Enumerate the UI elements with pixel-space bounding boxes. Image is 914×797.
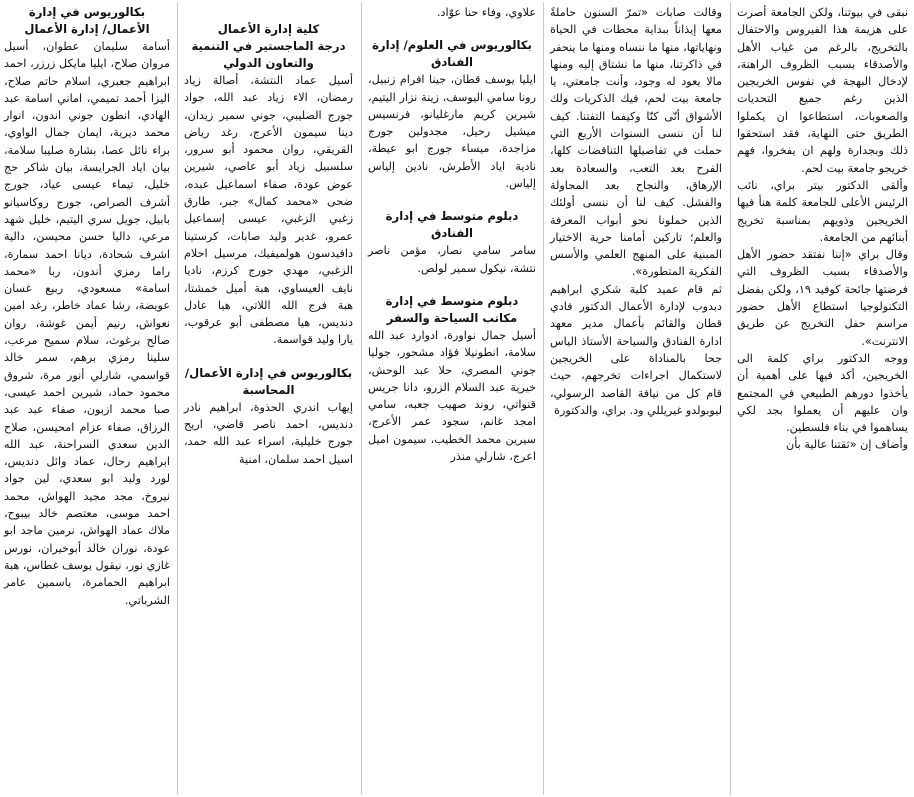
paragraph: ثم قام عميد كلية شكري ابراهيم دبدوب لإدارة الأعمال الدكتور فادي قطان والقائم بأعمال مدير معهد ادارة الفنادق والسياحة الأستاذ الياس جحا بالمناداة على الخريجين لاستكمال اجراءات تخرجهم، حيث قام كل من نيافة القاصد الرسولي، ليوبولدو غيريللي ود. براي، والدكتورة — [550, 282, 722, 417]
column-divider — [177, 2, 178, 795]
graduate-names: أسامة سليمان عطوان، أسيل مروان صلاح، ايليا مايكل زرزر، احمد ابراهيم جعبري، اسلام حاتم صلاح، اليزا أحمد تميمي، اماني اسامة عبد الهادي، انطون جوني اندون، انوار محمد ديرية، ايمان جمال الواوي، براء نائل عصا، بشارة صليبا سلامة، بيان اياد الجرايسة، بيان شاكر حج خليل، تيماء عيسى عياد، جورج أشرف الصراص، جورج روكاسيانو بابيل، جويل سري اليتيم، خليل شهد مرعي، داليا حسن محيسن، دالية اشرف شحادة، ديانا احمد سمارة، راما رمزي أندون، ربا «محمد اسامة» مسعودي، ربيع غسان عويضة، رشا عماد خاطر، رغد امين نعواش، رنيم أيمن غوشة، روان صالح برغوث، سلام سميح مرعب، سلينا رمزي برهم، سمر خالد قواسمي، شارلي أنور مرة، شروق محمود حماد، شيرين احمد عيسى، صبا محمد ازبون، صفاء عبد عبد الرزاق، صفاء عزام امحيسن، صلاح الدين سعدي السراحنة، عبد الله ابراهيم رحال، عماد وائل دنديس، لورد وليد ابو سعدي، لين جواد نيروخ، مجد مجيد الهواش، محمد احمد موسى، معتصم خالد بيبوح، ملاك عماد الهواش، نرمين ماجد ابو عودة، نوران خالد أبوخيران، نورس غازي نور، نيقول يوسف غطاس، هبة ابراهيم الحمامرة، ياسمين عامر الشرباتي. — [4, 40, 170, 607]
column-1 — [737, 4, 908, 454]
section-heading: درجة الماجستير في التنمية والتعاون الدولي — [191, 39, 346, 70]
column-divider — [361, 2, 362, 795]
column-4 — [184, 4, 353, 468]
paragraph: ووجه الدكتور براي كلمة الى الخريجين، أكد فيها على أهمية أن يأخذوا دورهم الطبيعي في المجتمع وان عليهم أن يعملوا بجد لكي يساهموا في بناء فلسطين. — [737, 351, 908, 435]
section-heading: بكالوريوس في العلوم/ إدارة الفنادق — [372, 38, 532, 70]
paragraph: علاوي، وفاء حنا عوّاد. — [436, 6, 536, 19]
paragraph: نبقى في بيوتنا، ولكن الجامعة أصرت على هزيمة هذا الفيروس والاحتفال بالتخريج، بالرغم من غياب الأهل والأصدقاء بسبب الظروف الراهنة، لإدخال البهجة في نفوس الخريجين الذين رغم جميع التحديات والصعوبات، استطاعوا ان يكملوا الطريق حتى النهاية، فقد استحقوا ذلك وبجدارة ولهم ان يفخروا، فهم خريجو جامعة بيت لحم. — [737, 6, 908, 175]
column-2 — [550, 4, 722, 419]
section-heading: دبلوم متوسط في إدارة مكاتب السياحة والسفر — [385, 293, 519, 325]
section-heading: بكالوريوس في إدارة الأعمال/ إدارة الأعمال — [24, 5, 150, 36]
section-heading: بكالوريوس في إدارة الأعمال/ المحاسبة — [184, 365, 353, 397]
column-3 — [368, 4, 536, 465]
column-5 — [4, 4, 170, 609]
paragraph: وقال براي «إننا نفتقد حضور الأهل والأصدقاء بسبب الظروف التي فرضتها جائحة كوفيد ١٩، ولكن بفضل التكنولوجيا استطاع الأهل حضور مراسم حفل التخريج عن طريق الانترنت». — [737, 248, 908, 348]
column-divider — [730, 2, 731, 795]
paragraph: وقالت صابات «تمرّ السنون حاملةً معها إيذاناً ببداية محطات في الحياة ونهاياتها، منها ما ننساه ومنها ما ينحفر في ذاكرتنا، منها ما نشتاق إليه ومنها مالا يعود له وجود، وأنت جامعتي، يا جامعة بيت لحم، فيك الذكريات ولك الأشواق أنّى كنّا وكيفما التفتنا. كيف لنا أن ننسى السنوات الأربع التي حملت في تفاصيلها التناقضات كلها، الفرح بعد التعب، والسعادة بعد الإرهاق، والنجاح بعد المحاولة والفشل. كيف لنا أن ننسى أولئك الذين حملونا نحو أبواب المعرفة والعلم؛ تاركين أمامنا حرية الاختيار المبنية على المنهج العلمي والأسس الفكرية المتطورة». — [550, 6, 722, 279]
graduate-names: أسيل عماد النتشة، أصالة زياد رمضان، الاء زياد عبد الله، جواد جورج الصليبي، جوني سمير زيدان، دينا سيمون الأعرج، رغد رياض القريقي، روان محمود أبو سرور، سلسبيل زياد أبو عاصي، شيرين عوض عودة، صفاء اسماعيل عبده، ضحى «محمد كمال» جبر، طارق زغبي الزغبي، عيسى إسماعيل عمرو، غدير وليد صابات، كرستينا دافيدسون هولميفيك، مرسيل احلام الزغبي، مهدي جورج كرزم، ناديا نايف العيساوي، هبة أميل خمشتا، هبة فرج الله اللاتي، هيا عادل دنديس، هيا مصطفى أبو عرقوب، يارا وليد قواسمة. — [184, 74, 353, 347]
graduate-names: إيهاب اندري الحذوة، ابراهيم نادر دنديس، احمد ناصر قاضي، اريج جورج خليلية، اسراء عبد الله حمد، اسيل احمد سلمان، امنية — [184, 400, 353, 466]
faculty-heading: كلية إدارة الأعمال — [217, 22, 320, 36]
paragraph: وأضاف إن «ثقتنا عالية بأن — [786, 438, 908, 452]
section-heading: دبلوم متوسط في إدارة الفنادق — [385, 209, 519, 241]
graduate-names: أسيل جمال نواورة، ادوارد عبد الله سلامة، انطونيلا فؤاد مشحور، جوليا جوني المصري، حلا عبد الوحش، خيرية عبد السلام الزرو، دانا جريس قنواتي، روند صهيب جعبه، سامي امجد غانم، سجود عمر الأعرج، سيرين محمد الخطيب، سيمون اميل اعرج، شارلي منذر — [368, 328, 536, 464]
paragraph: وألقى الدكتور بيتر براي، نائب الرئيس الأعلى للجامعة كلمة هنأ فيها الخريجين وذويهم بمناسبة تخريج أبنائهم من الجامعة. — [737, 178, 908, 244]
column-divider — [543, 2, 544, 795]
graduate-names: ايليا يوسف قطان، جينا افرام زنبيل، رونا سامي اليوسف، زينة نزار اليتيم، شيرين كريم مارغليانو، فرنسيس ميشيل رحيل، مجدولين جورج مزاجدة، ميساء جورج ابو عيطة، نادية اياد الأطرش، نادين إلياس إلياس. — [368, 73, 536, 191]
graduate-names: سامر سامي نصار، مؤمن ناصر نتشة، نيكول سمير لولص. — [368, 244, 536, 275]
